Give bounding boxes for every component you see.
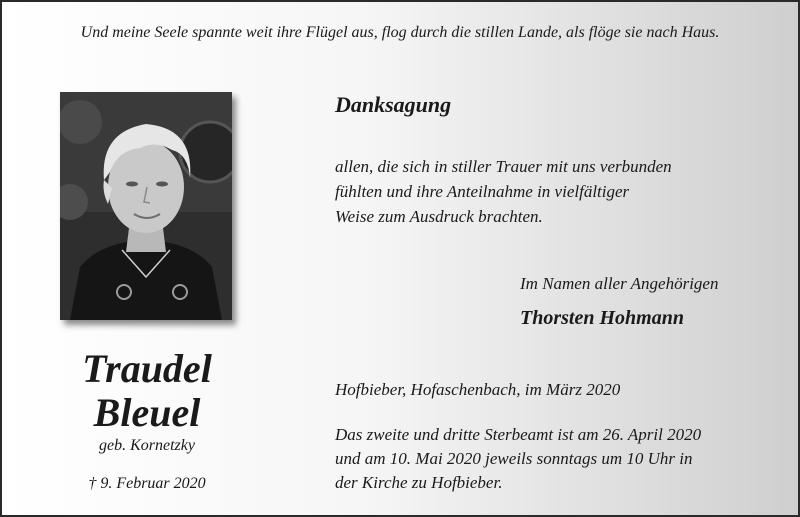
thanks-line: fühlten und ihre Anteilnahme in vielfältiger (335, 182, 630, 201)
death-date: † 9. Februar 2020 (88, 475, 206, 492)
birth-name: geb. Kornetzky (99, 437, 195, 454)
thanks-line: allen, die sich in stiller Trauer mit uns verbunden (335, 157, 672, 176)
portrait-photo (60, 92, 232, 320)
requiem-notice (335, 423, 701, 495)
requiem-line: und am 10. Mai 2020 jeweils sonntags um 10 Uhr in (335, 449, 693, 468)
place-date: Hofbieber, Hofaschenbach, im März 2020 (335, 380, 621, 399)
on-behalf-text: Im Namen aller Angehörigen (520, 274, 719, 293)
thanks-text (335, 154, 672, 229)
deceased-first-name: Traudel (82, 346, 212, 391)
requiem-line: der Kirche zu Hofbieber. (335, 473, 503, 492)
deceased-last-name: Bleuel (93, 390, 201, 435)
signer-name: Thorsten Hohmann (520, 307, 684, 329)
motto-verse: Und meine Seele spannte weit ihre Flügel aus, flog durch die stillen Lande, als flöge sie nach Haus. (80, 24, 720, 41)
thanks-line: Weise zum Ausdruck brachten. (335, 207, 543, 226)
requiem-line: Das zweite und dritte Sterbeamt ist am 26. April 2020 (335, 425, 702, 444)
deceased-info (42, 347, 252, 493)
heading-title: Danksagung (335, 92, 452, 117)
